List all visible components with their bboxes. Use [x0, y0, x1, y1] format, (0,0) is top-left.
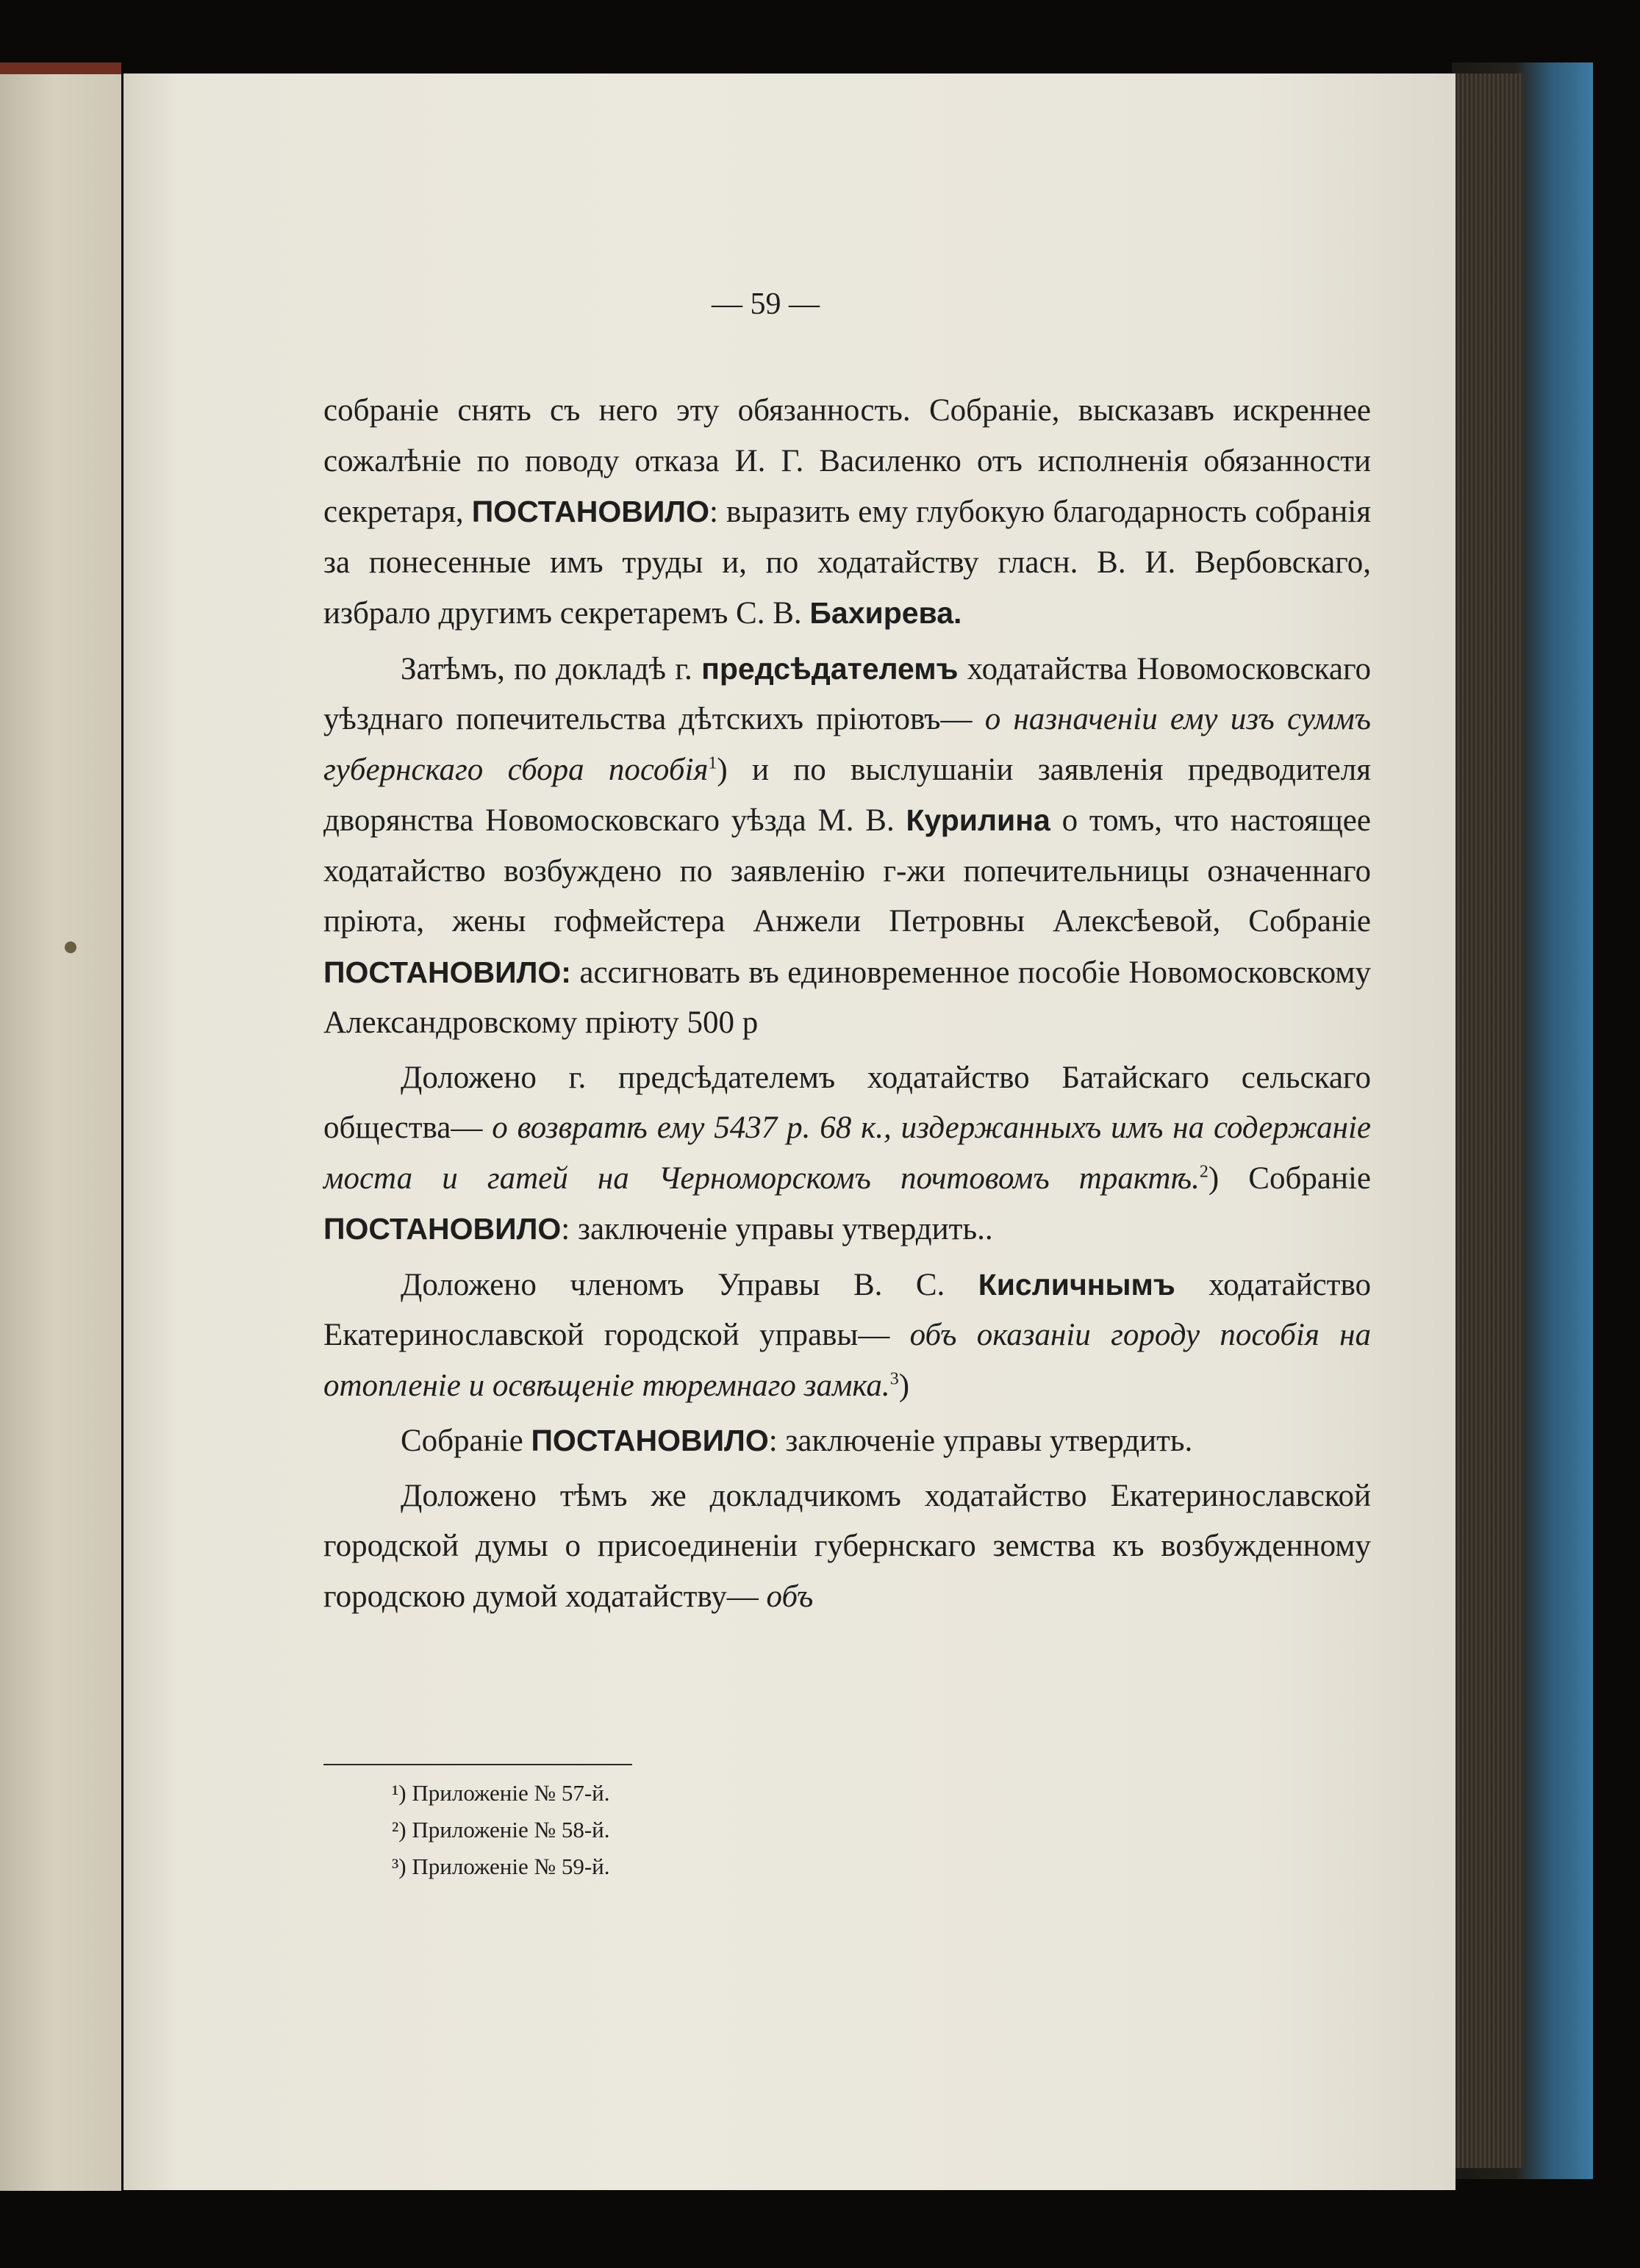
emphasis-term: Курилина: [906, 803, 1050, 837]
text-run: Доложено членомъ Управы В. С.: [401, 1267, 978, 1302]
book-page: [123, 73, 1455, 2190]
paragraph-5: [323, 1415, 1371, 1467]
paragraph-4: [323, 1260, 1371, 1412]
body-text: [323, 386, 1371, 1626]
text-run: : выразить ему глубокую благодарность собранія за понесенные имъ труды и, по ходатайству гласн. В. И. Вербовскаго, избрало другимъ секретаремъ С. В.: [323, 495, 1371, 631]
text-run: ) Собраніе: [1208, 1160, 1371, 1196]
italic-phrase: о назначеніи ему изъ суммъ губернскаго сбора пособія: [323, 702, 1371, 787]
paragraph-1: [323, 386, 1371, 639]
italic-phrase: объ оказаніи городу пособія на отопленіе и освѣщеніе тюремнаго замка.: [323, 1318, 1371, 1403]
page-edges: [1452, 73, 1524, 2168]
emphasis-term: ПОСТАНОВИЛО:: [323, 955, 571, 989]
text-run: ) и по выслушаніи заявленія предводителя дворянства Новомосковскаго уѣзда М. В.: [323, 752, 1371, 838]
text-run: ходатайства Новомосковскаго уѣзднаго попечительства дѣтскихъ пріютовъ—: [323, 651, 1372, 736]
italic-phrase: объ: [766, 1579, 814, 1614]
paragraph-2: [323, 644, 1371, 1049]
emphasis-term: ПОСТАНОВИЛО: [323, 1212, 562, 1246]
footnote-ref: 2: [1199, 1162, 1208, 1182]
emphasis-term: ПОСТАНОВИЛО: [531, 1424, 769, 1457]
footnote-2: ²) Приложеніе № 58-й.: [392, 1817, 610, 1842]
page-number: — 59 —: [712, 287, 820, 321]
text-run: Доложено тѣмъ же докладчикомъ ходатайство Екатеринославской городской думы о присоединеніи губернскаго земства къ возбужденному городскою думой ходатайству—: [323, 1478, 1371, 1614]
footnote-ref: 3: [889, 1369, 899, 1389]
text-run: ходатайство Екатеринославской городской управы—: [323, 1267, 1371, 1352]
text-run: собраніе снять съ него эту обязанность. Собраніе, высказавъ искреннее сожалѣніе по поводу отказа И. Г. Василенко отъ исполненія обязанности секретаря,: [323, 393, 1371, 529]
footnote-3: ³) Приложеніе № 59-й.: [392, 1853, 610, 1879]
footnote-ref: 1: [708, 753, 717, 773]
emphasis-term: Бахирева.: [809, 596, 962, 630]
footnote-1: ¹) Приложеніе № 57-й.: [392, 1780, 610, 1806]
text-run: Доложено г. предсѣдателемъ ходатайство Батайскаго сельскаго общества—: [323, 1060, 1371, 1145]
left-page-edge: [0, 62, 121, 2191]
emphasis-term: ПОСТАНОВИЛО: [471, 495, 709, 528]
paper-spot: [65, 941, 76, 953]
text-run: : заключеніе управы утвердить..: [561, 1212, 993, 1246]
paragraph-3: [323, 1053, 1371, 1255]
paragraph-6: [323, 1471, 1371, 1623]
text-run: ассигновать въ единовременное пособіе Новомосковскому Александровскому пріюту 500 р: [323, 955, 1371, 1040]
text-run: Собраніе: [401, 1424, 531, 1458]
footnotes: [392, 1775, 610, 1885]
text-run: о томъ, что настоящее ходатайство возбуждено по заявленію г-жи попечительницы означеннаго пріюта, жены гофмейстера Анжели Петровны Алексѣевой, Собраніе: [323, 803, 1371, 939]
text-run: : заключеніе управы утвердить.: [768, 1424, 1193, 1458]
text-run: Затѣмъ, по докладѣ г.: [401, 651, 702, 686]
footnote-rule: [323, 1764, 632, 1765]
text-run: ): [898, 1368, 910, 1403]
emphasis-term: предсѣдателемъ: [701, 651, 959, 686]
emphasis-term: Кисличнымъ: [978, 1267, 1175, 1302]
italic-phrase: о возвратѣ ему 5437 р. 68 к., издержанныхъ имъ на содержаніе моста и гатей на Черноморскомъ почтовомъ трактѣ.: [323, 1110, 1372, 1196]
